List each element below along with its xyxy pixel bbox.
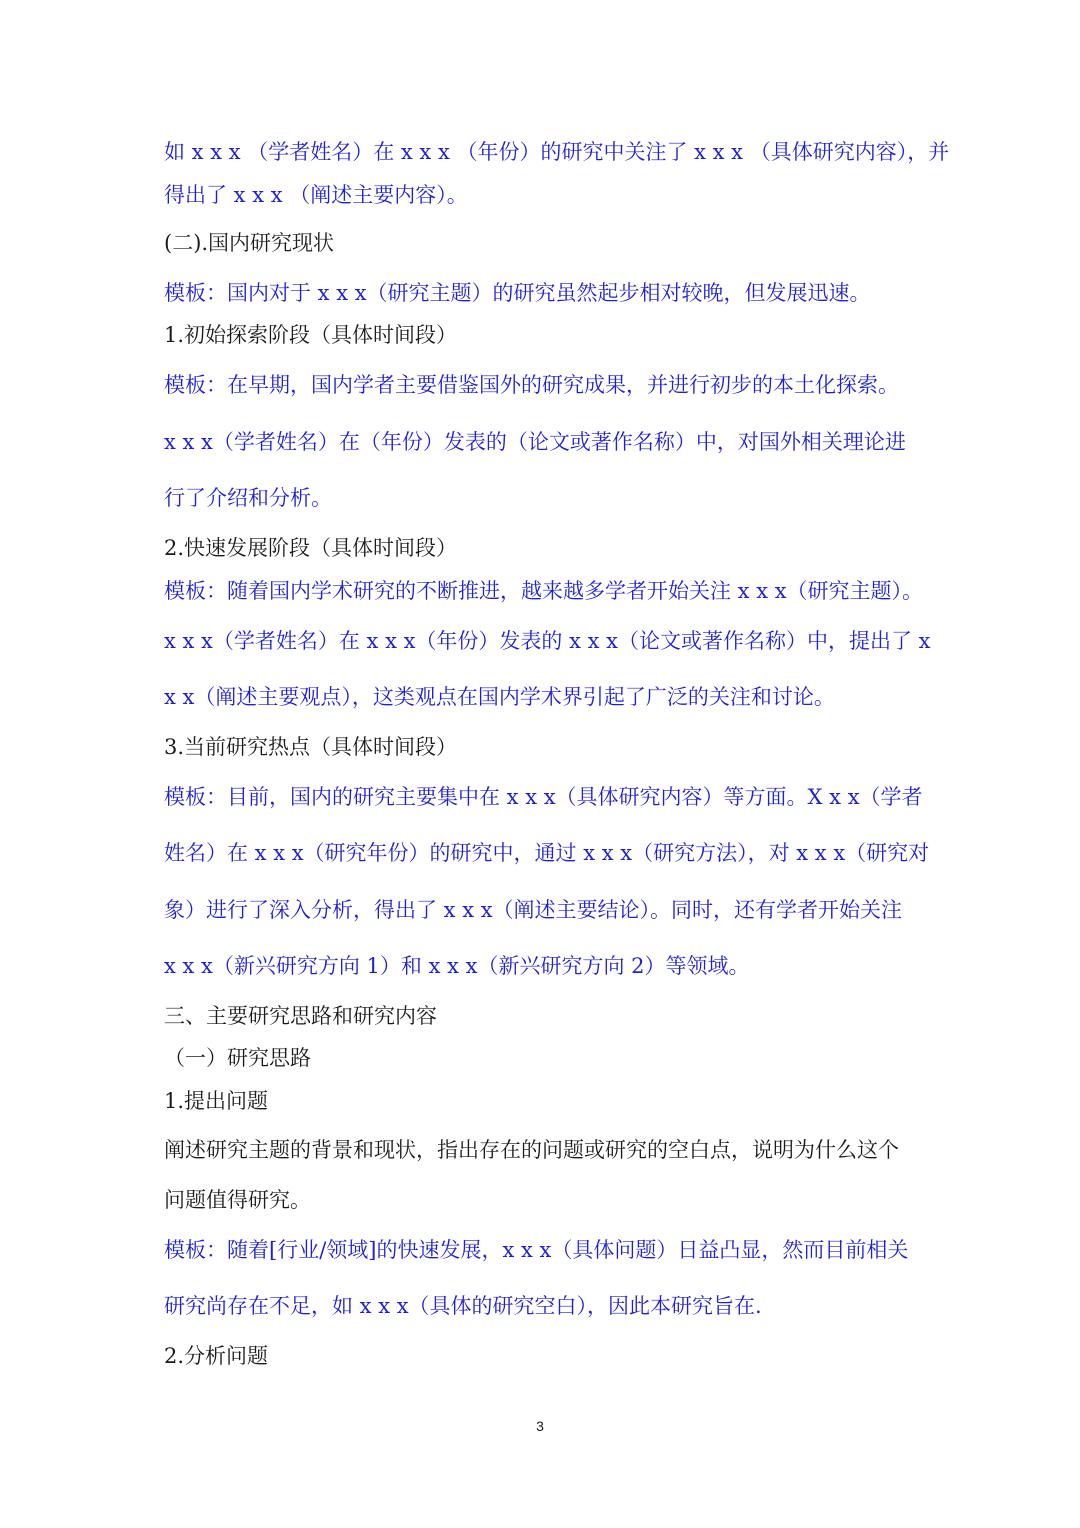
- step-heading: 1.提出问题: [164, 1089, 269, 1113]
- stage-heading: 1.初始探索阶段（具体时间段）: [164, 323, 458, 347]
- body-line: 问题值得研究。: [164, 1188, 311, 1212]
- body-line: x x（阐述主要观点），这类观点在国内学术界引起了广泛的关注和讨论。: [164, 685, 835, 709]
- template-line: 模板：国内对于 x x x（研究主题）的研究虽然起步相对较晚，但发展迅速。: [164, 281, 871, 305]
- step-heading: 2.分析问题: [164, 1344, 269, 1368]
- body-line: 如 x x x （学者姓名）在 x x x （年份）的研究中关注了 x x x （具体研究内容），并: [164, 140, 950, 164]
- body-line: x x x（学者姓名）在 x x x（年份）发表的 x x x（论文或著作名称）中，提出了 x: [164, 629, 931, 653]
- body-line: 得出了 x x x （阐述主要内容）。: [164, 183, 468, 207]
- body-line: 行了介绍和分析。: [164, 486, 332, 510]
- chapter-heading: 三、主要研究思路和研究内容: [164, 1004, 437, 1028]
- section-heading: (二).国内研究现状: [164, 231, 335, 255]
- body-line: x x x（学者姓名）在（年份）发表的（论文或著作名称）中，对国外相关理论进: [164, 430, 906, 454]
- template-line: 模板：随着国内学术研究的不断推进，越来越多学者开始关注 x x x（研究主题）。: [164, 579, 924, 603]
- stage-heading: 2.快速发展阶段（具体时间段）: [164, 536, 458, 560]
- page-number: 3: [536, 1418, 544, 1434]
- template-line: 模板：目前，国内的研究主要集中在 x x x（具体研究内容）等方面。X x x（学者: [164, 785, 923, 809]
- body-line: x x x（新兴研究方向 1）和 x x x（新兴研究方向 2）等领域。: [164, 954, 750, 978]
- subsection-heading: （一）研究思路: [164, 1046, 311, 1070]
- body-line: 阐述研究主题的背景和现状，指出存在的问题或研究的空白点，说明为什么这个: [164, 1138, 899, 1162]
- template-line: 模板：在早期，国内学者主要借鉴国外的研究成果，并进行初步的本土化探索。: [164, 373, 899, 397]
- body-line: 象）进行了深入分析，得出了 x x x（阐述主要结论）。同时，还有学者开始关注: [164, 898, 903, 922]
- template-line: 模板：随着[行业/领域]的快速发展，x x x（具体问题）日益凸显，然而目前相关: [164, 1238, 909, 1262]
- stage-heading: 3.当前研究热点（具体时间段）: [164, 735, 458, 759]
- body-line: 姓名）在 x x x（研究年份）的研究中，通过 x x x（研究方法），对 x x x（研究对: [164, 841, 930, 865]
- body-line: 研究尚存在不足，如 x x x（具体的研究空白），因此本研究旨在.: [164, 1294, 762, 1318]
